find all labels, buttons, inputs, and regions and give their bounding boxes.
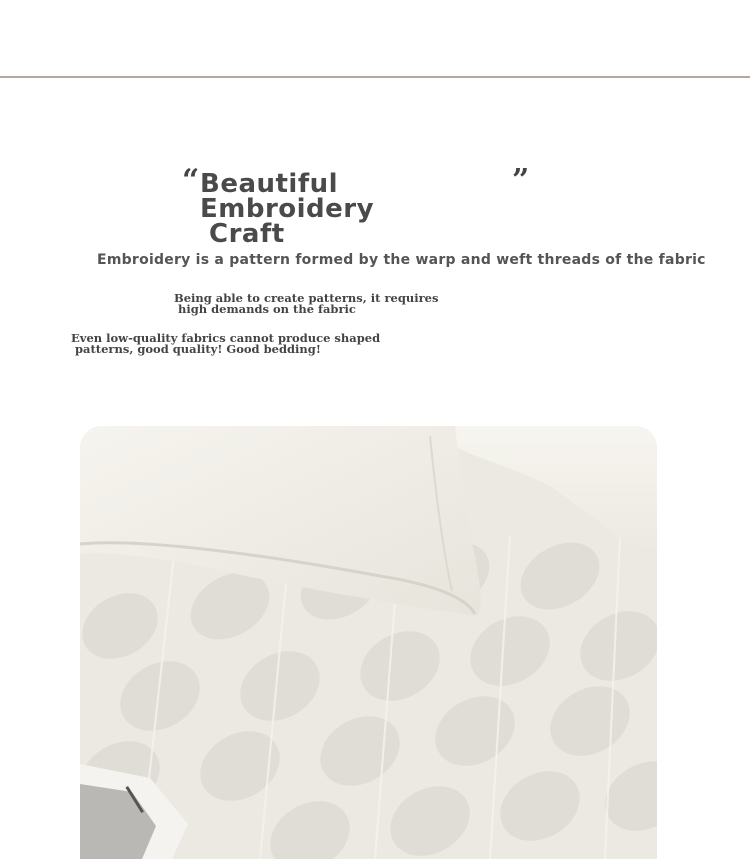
title-line-1: Beautiful Embroidery xyxy=(200,169,375,224)
top-divider xyxy=(0,76,750,78)
description-paragraph-1 xyxy=(174,293,438,315)
paragraph-2-line-2: patterns, good quality! Good bedding! xyxy=(75,342,321,356)
section-title xyxy=(200,169,520,249)
open-quote-mark: “ xyxy=(182,163,200,198)
description-paragraph-2 xyxy=(71,333,380,355)
paragraph-1-line-1: Being able to create patterns, it requires xyxy=(174,291,439,305)
title-line-2: Craft xyxy=(209,219,285,249)
close-quote-mark: ” xyxy=(512,163,530,198)
section-subtitle: Embroidery is a pattern formed by the warp and weft threads of the fabric xyxy=(97,252,706,268)
paragraph-2-line-1: Even low-quality fabrics cannot produce shaped xyxy=(71,331,381,345)
paragraph-1-line-2: high demands on the fabric xyxy=(178,302,356,316)
bedding-product-photo xyxy=(80,426,657,859)
